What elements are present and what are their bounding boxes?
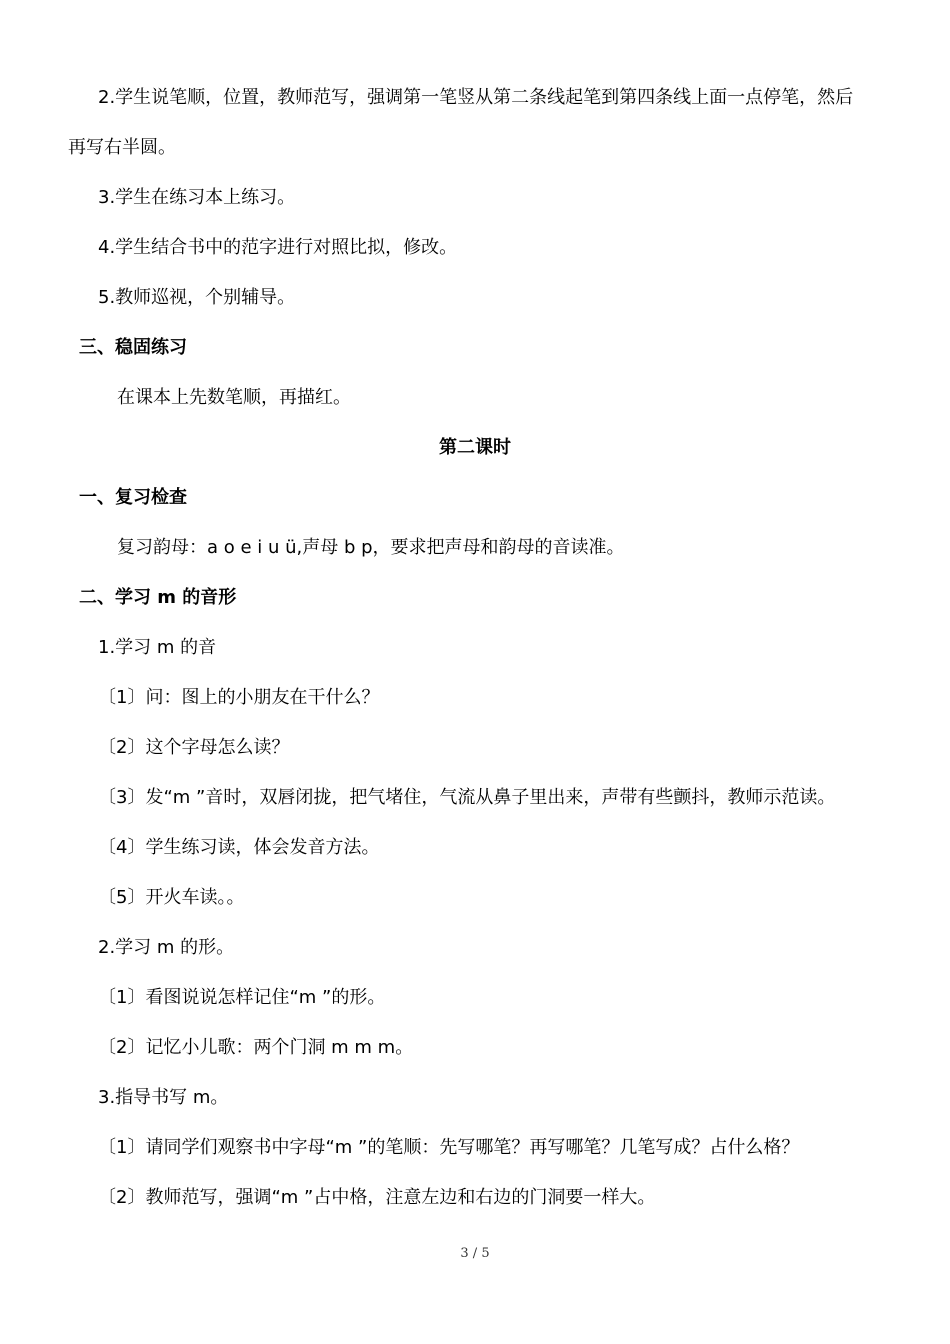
paragraph-review: 复习韵母：a o e i u ü,声母 b p，要求把声母和韵母的音读准。	[117, 537, 625, 558]
paragraph-step-4: 4.学生结合书中的范字进行对照比拟，修改。	[98, 237, 458, 258]
section-heading-practice: 三、稳固练习	[79, 337, 187, 358]
list-item-sound-5: 〔5〕开火车读。。	[98, 887, 245, 908]
page-number: 3 / 5	[460, 1246, 490, 1261]
paragraph-step-3: 3.学生在练习本上练习。	[98, 187, 296, 208]
list-item-writing-1: 〔1〕请同学们观察书中字母“m ”的笔顺：先写哪笔？再写哪笔？几笔写成？占什么格？	[98, 1137, 800, 1158]
list-item-sound-1: 〔1〕问：图上的小朋友在干什么？	[98, 687, 380, 708]
list-item-shape-2: 〔2〕记忆小儿歌：两个门洞 m m m。	[98, 1037, 414, 1058]
subheading-writing: 3.指导书写 m。	[98, 1087, 229, 1108]
lesson-title: 第二课时	[439, 437, 511, 458]
section-heading-learn-m: 二、学习 m 的音形	[79, 587, 237, 608]
paragraph-step-2-line-2: 再写右半圆。	[68, 137, 176, 158]
paragraph-step-5: 5.教师巡视，个别辅导。	[98, 287, 296, 308]
list-item-shape-1: 〔1〕看图说说怎样记住“m ”的形。	[98, 987, 386, 1008]
list-item-sound-4: 〔4〕学生练习读，体会发音方法。	[98, 837, 380, 858]
list-item-writing-2: 〔2〕教师范写，强调“m ”占中格，注意左边和右边的门洞要一样大。	[98, 1187, 656, 1208]
list-item-sound-3: 〔3〕发“m ”音时，双唇闭拢，把气堵住，气流从鼻子里出来，声带有些颤抖，教师示范读。	[98, 787, 836, 808]
list-item-sound-2: 〔2〕这个字母怎么读？	[98, 737, 290, 758]
section-heading-review: 一、复习检查	[79, 487, 187, 508]
subheading-sound: 1.学习 m 的音	[98, 637, 217, 658]
subheading-shape: 2.学习 m 的形。	[98, 937, 235, 958]
paragraph-practice: 在课本上先数笔顺，再描红。	[117, 387, 351, 408]
paragraph-step-2-line-1: 2.学生说笔顺，位置，教师范写，强调第一笔竖从第二条线起笔到第四条线上面一点停笔，然后	[98, 87, 854, 108]
